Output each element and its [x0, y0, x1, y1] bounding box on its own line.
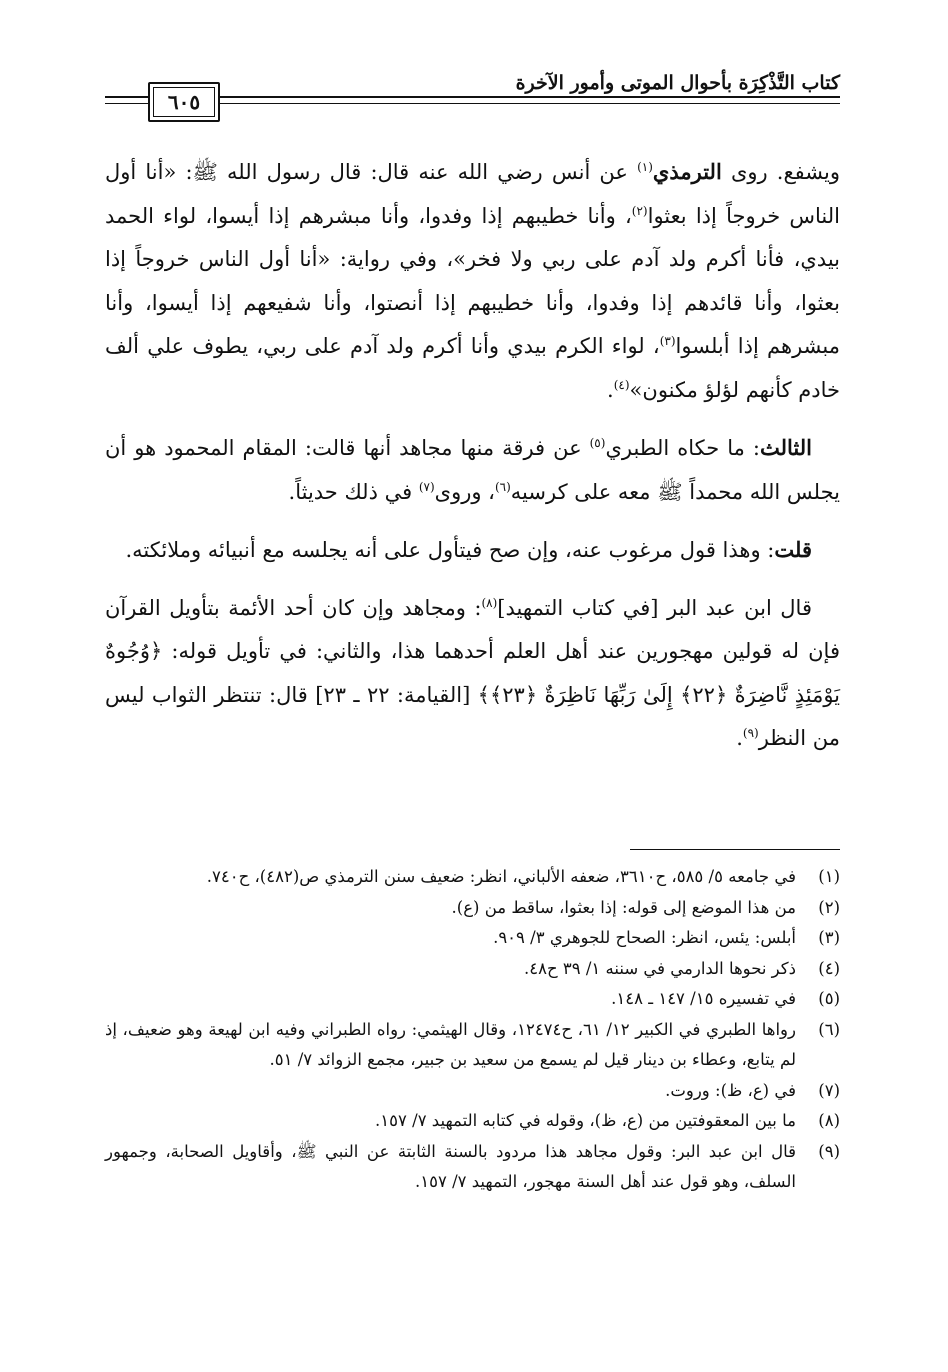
footnote-ref: (٦): [494, 479, 511, 494]
running-header-title: كتاب التَّذْكِرَة بأحوال الموتى وأمور الآخرة: [515, 72, 840, 94]
text-run: عن أنس رضي الله عنه قال: قال رسول الله ﷺ: «أنا أول الناس خروجاً إذا بعثوا: [105, 160, 841, 228]
paragraph-p1: [105, 150, 840, 412]
bold-term: قلت: [774, 537, 812, 562]
text-run: ويشفع. روى: [721, 160, 840, 184]
footnote-number: (٨): [818, 1111, 840, 1130]
footnote-number: (٤): [818, 958, 840, 978]
text-run: ، وروى: [434, 479, 495, 504]
footnote-text: في جامعه ٥/ ٥٨٥، ح٣٦١٠، ضعفه الألباني، انظر: ضعيف سنن الترمذي ص(٤٨٢)، ح٧٤٠.: [206, 867, 796, 886]
footnote: [105, 1076, 840, 1107]
footnote: [105, 862, 840, 893]
footnote-text: أبلس: يئس، انظر: الصحاح للجوهري ٣/ ٩٠٩.: [493, 928, 796, 947]
footnote-ref: (٨): [481, 595, 498, 610]
paragraph-p4: [105, 587, 840, 761]
footnote-number: (٣): [818, 928, 840, 947]
text-run: قال ابن عبد البر [في كتاب التمهيد]: [497, 595, 812, 620]
footnote-text: في (ع، ظ): وروت.: [665, 1080, 796, 1100]
text-run: : ومجاهد وإن كان أحد الأئمة بتأويل القرآن فإن له قولين مهجورين عند أهل العلم أحدهما هذا، والثاني: في تأويل قوله: ﴿وُجُوهٌ يَوْمَئِذٍ نَّاضِرَةٌ ﴿٢٢﴾ إِلَىٰ رَبِّهَا نَاظِرَةٌ ﴿٢٣﴾﴾ [القيامة: ٢٢ ـ ٢٣] قال: تنتظر الثواب ليس من النظر: [105, 595, 841, 750]
footnotes: [105, 862, 840, 1198]
footnote: [105, 923, 840, 954]
page-number: ٦٠٥: [167, 90, 201, 114]
footnote-number: (٦): [818, 1019, 840, 1039]
footnote-text: من هذا الموضع إلى قوله: إذا بعثوا، ساقط من (ع).: [451, 897, 796, 917]
footnote-ref: (٣): [659, 334, 676, 348]
text-run: في ذلك حديثاً.: [288, 479, 419, 504]
text-run: .: [736, 726, 743, 750]
footnote: [105, 954, 840, 985]
page-number-box: [148, 82, 220, 122]
footnote-text: ما بين المعقوفتين من (ع، ظ)، وقوله في كتابه التمهيد ٧/ ١٥٧.: [375, 1111, 796, 1130]
bold-term: الثالث: [759, 435, 812, 460]
main-text: [105, 150, 840, 775]
footnote-ref: (٩): [742, 726, 759, 740]
footnote-ref: (٥): [589, 436, 606, 450]
footnote-ref: (٤): [613, 377, 630, 392]
text-run: ، وأنا خطيبهم إذا وفدوا، وأنا مبشرهم إذا أيسوا، لواء الحمد بيدي، فأنا أكرم ولد آدم على ربي ولا فخر»، وفي رواية: «أنا أول الناس خروجاً إذا بعثوا، وأنا قائدهم إذا وفدوا، وأنا خطيبهم إذا أنصتوا، وأنا شفيعهم إذا أيسوا، وأنا مبشرهم إذا أبلسوا: [105, 203, 840, 358]
text-run: : ما حكاه الطبري: [605, 436, 760, 460]
footnote-number: (٧): [818, 1080, 840, 1100]
footnote-text: في تفسيره ١٥/ ١٤٧ ـ ١٤٨.: [611, 989, 796, 1008]
footnote-ref: (١): [637, 160, 653, 174]
text-run: : وهذا قول مرغوب عنه، وإن صح فيتأول على أنه يجلسه مع أنبيائه وملائكته.: [125, 538, 775, 562]
text-run: ، لواء الكرم بيدي وأنا أكرم ولد آدم على ربي، يطوف علي ألف خادم كأنهم لؤلؤ مكنون»: [105, 334, 840, 402]
text-run: .: [607, 377, 614, 402]
footnote-ref: (٧): [418, 479, 435, 494]
footnote-number: (١): [818, 867, 840, 886]
footnote: [105, 1015, 840, 1076]
bold-term: الترمذي: [652, 159, 722, 184]
footnote-text: رواها الطبري في الكبير ١٢/ ٦١، ح١٢٤٧٤، وقال الهيثمي: رواه الطبراني وفيه ابن لهيعة وهو ضعيف، إذ لم يتابع، وعطاء بن دينار قيل لم يسمع من سعيد بن جبير، مجمع الزوائد ٧/ ٥١.: [105, 1019, 796, 1069]
paragraph-p2: [105, 426, 840, 514]
paragraph-p3: [105, 528, 840, 573]
footnote-separator: [630, 849, 840, 850]
footnote: [105, 893, 840, 924]
footnote-text: قال ابن عبد البر: وقول مجاهد هذا مردود بالسنة الثابتة عن النبي ﷺ، وأقاويل الصحابة، وجمهور السلف، وهو قول عند أهل السنة مهجور، التمهيد ٧/ ١٥٧.: [105, 1141, 796, 1191]
footnote: [105, 1137, 840, 1198]
footnote-text: ذكر نحوها الدارمي في سننه ١/ ٣٩ ح٤٨.: [523, 958, 796, 978]
footnote-ref: (٢): [631, 203, 648, 218]
footnote: [105, 1106, 840, 1137]
footnote-number: (٩): [818, 1141, 840, 1161]
footnote-number: (٢): [818, 897, 840, 917]
footnote: [105, 984, 840, 1015]
text-run: عن فرقة منها مجاهد أنها قالت: المقام المحمود هو أن يجلس الله محمداً ﷺ معه على كرسيه: [105, 436, 840, 504]
footnote-number: (٥): [818, 989, 840, 1008]
